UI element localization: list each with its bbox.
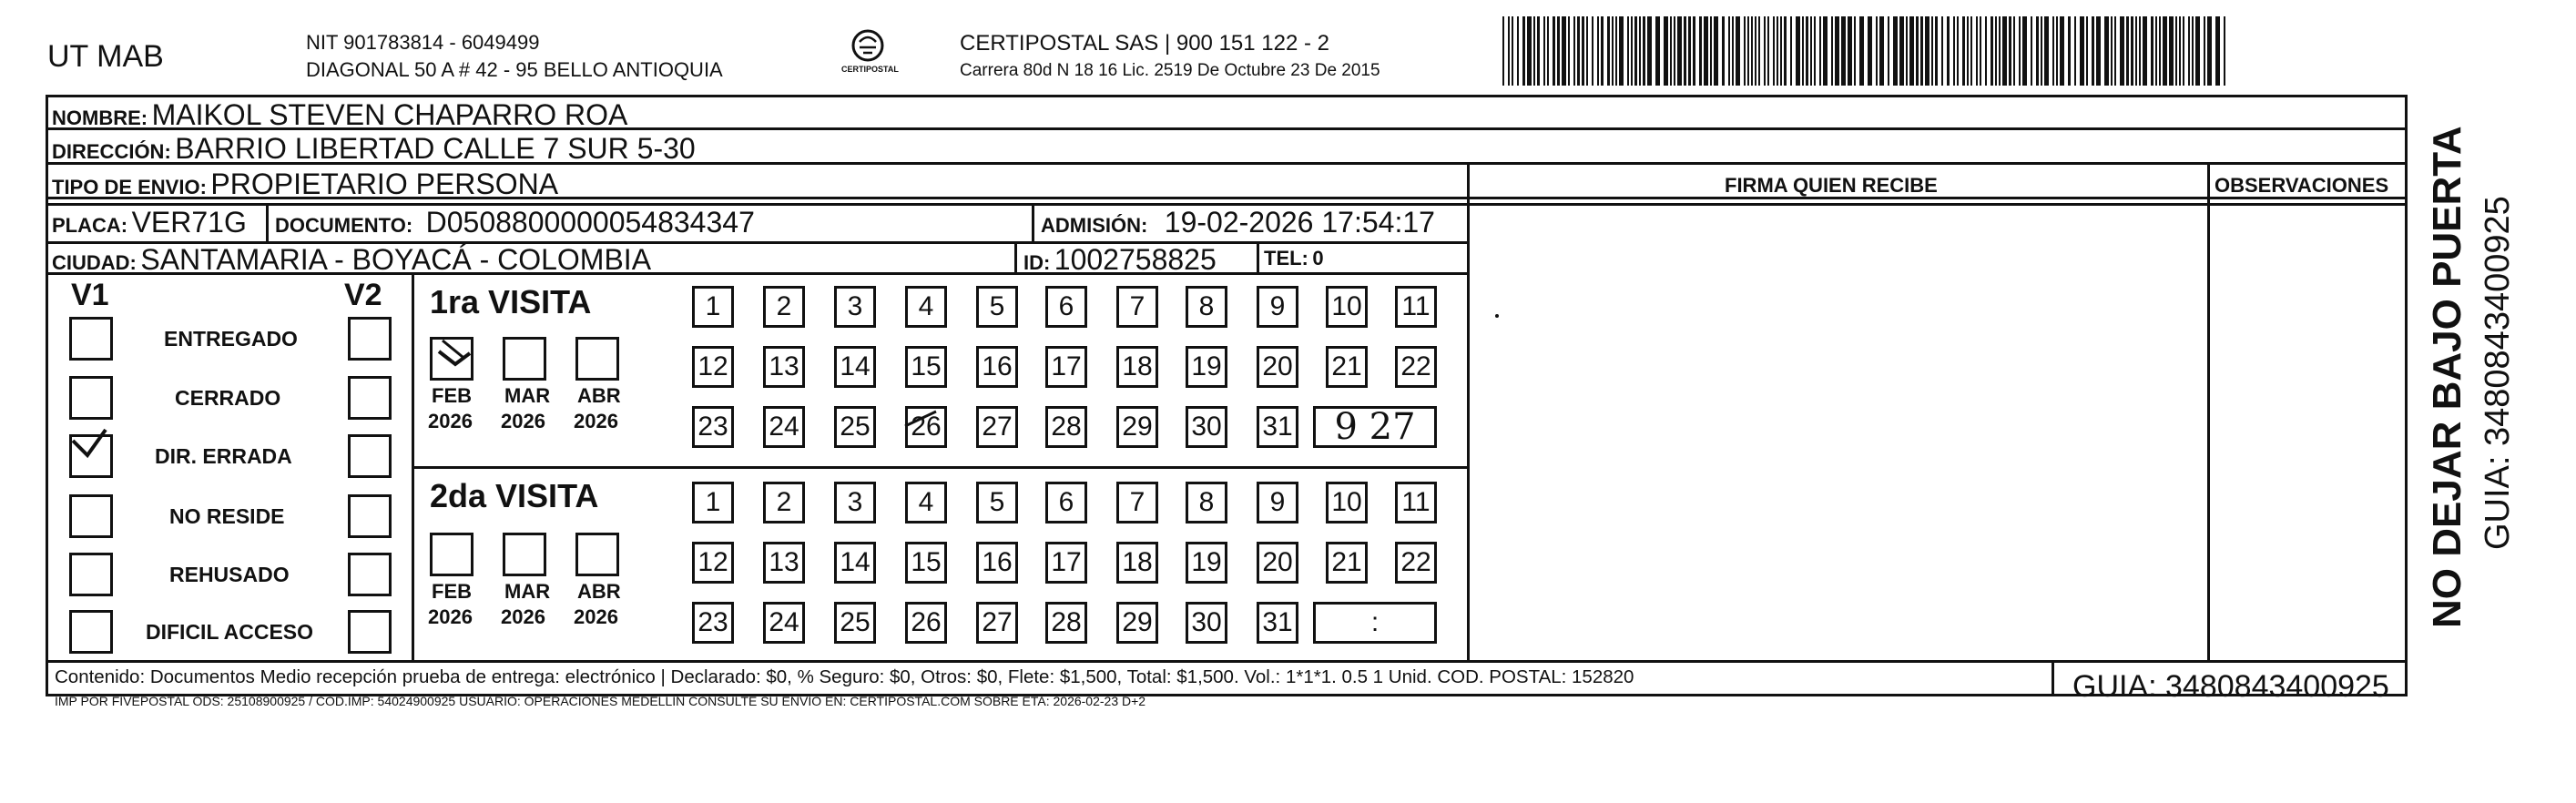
- v1-checkbox[interactable]: [69, 317, 113, 361]
- barcode-bar: [1906, 16, 1908, 86]
- day-box[interactable]: 13: [763, 346, 805, 388]
- tipo-envio-value: PROPIETARIO PERSONA: [210, 168, 559, 200]
- barcode-bar: [1920, 16, 1923, 86]
- day-box[interactable]: 8: [1186, 286, 1227, 328]
- day-box[interactable]: 25: [834, 602, 876, 644]
- day-box[interactable]: 13: [763, 542, 805, 584]
- barcode-bar: [1508, 16, 1510, 86]
- barcode-bar: [1674, 16, 1675, 86]
- v2-checkbox[interactable]: [348, 494, 392, 538]
- barcode-bar: [1612, 16, 1614, 86]
- day-box[interactable]: 14: [834, 542, 876, 584]
- status-option-label: REHUSADO: [169, 563, 290, 586]
- barcode-bar: [2192, 16, 2194, 86]
- day-box[interactable]: 11: [1395, 482, 1437, 523]
- barcode-bar: [1586, 16, 1588, 86]
- day-box[interactable]: 10: [1326, 286, 1368, 328]
- barcode-bar: [2052, 16, 2054, 86]
- barcode-bar: [2074, 16, 2076, 86]
- barcode-bar: [1916, 16, 1919, 86]
- barcode-bar: [2019, 16, 2021, 86]
- tel-row: [1264, 249, 1324, 269]
- barcode-bar: [2104, 16, 2109, 86]
- barcode-bar: [1931, 16, 1933, 86]
- visit2-title: 2da VISITA: [430, 477, 599, 514]
- placa-row: [52, 208, 247, 237]
- barcode-bar: [1985, 16, 1987, 86]
- month-checkbox[interactable]: [430, 337, 473, 381]
- year-label: 2026: [501, 605, 545, 628]
- status-option-label: ENTREGADO: [164, 327, 298, 351]
- barcode-bar: [1780, 16, 1782, 86]
- barcode-bar: [1751, 16, 1753, 86]
- barcode-bar: [1728, 16, 1730, 86]
- barcode-bar: [1868, 16, 1872, 86]
- day-box[interactable]: 25: [834, 406, 876, 448]
- footer-imp: IMP POR FIVEPOSTAL ODS: 25108900925 / COD.IMP: 54024900925 USUARIO: OPERACIONES MEDELLIN CONSULTE SU ENVIO EN: CERTIPOSTAL.COM SOBRE ETA: 2026-02-23 D+2: [55, 694, 1146, 708]
- day-box[interactable]: 2: [763, 286, 805, 328]
- day-box[interactable]: 23: [692, 602, 734, 644]
- ciudad-label: CIUDAD:: [52, 251, 137, 274]
- day-box[interactable]: 17: [1045, 542, 1087, 584]
- day-box[interactable]: 7: [1116, 482, 1158, 523]
- v2-label: V2: [344, 278, 382, 312]
- day-box[interactable]: 1: [692, 286, 734, 328]
- time-box[interactable]: :: [1313, 602, 1437, 644]
- barcode-bar: [1699, 16, 1702, 86]
- barcode-bar: [1767, 16, 1769, 86]
- time-box[interactable]: 9 27: [1313, 406, 1437, 448]
- documento-row: [275, 208, 755, 237]
- barcode-bar: [2086, 16, 2088, 86]
- barcode-bar: [1831, 16, 1833, 86]
- tipo-envio-label: TIPO DE ENVIO:: [52, 176, 207, 198]
- barcode-bar: [1999, 16, 2001, 86]
- day-box[interactable]: 18: [1116, 346, 1158, 388]
- barcode-bar: [2204, 16, 2205, 86]
- barcode-bar: [1634, 16, 1637, 86]
- day-box[interactable]: 15: [905, 346, 947, 388]
- direccion-label: DIRECCIÓN:: [52, 140, 171, 163]
- barcode-bar: [2111, 16, 2113, 86]
- v1-checkbox[interactable]: [69, 553, 113, 596]
- day-box[interactable]: 24: [763, 406, 805, 448]
- tel-value: 0: [1312, 247, 1324, 269]
- day-box[interactable]: 30: [1186, 406, 1227, 448]
- status-option-label: DIFICIL ACCESO: [146, 620, 314, 644]
- month-checkbox[interactable]: [575, 533, 619, 576]
- barcode-bar: [1814, 16, 1816, 86]
- month-label: MAR: [504, 384, 551, 407]
- barcode-bar: [1670, 16, 1672, 86]
- barcode-bar: [2002, 16, 2007, 86]
- barcode-bar: [1547, 16, 1549, 86]
- barcode-bar: [1573, 16, 1575, 86]
- day-box[interactable]: 29: [1116, 406, 1158, 448]
- barcode-bar: [2114, 16, 2116, 86]
- day-box[interactable]: 24: [763, 602, 805, 644]
- month-checkbox[interactable]: [430, 533, 473, 576]
- status-option-label: CERRADO: [175, 386, 281, 410]
- barcode-bar: [2120, 16, 2124, 86]
- barcode-bar: [1601, 16, 1604, 86]
- barcode-bar: [2131, 16, 2133, 86]
- barcode-bar: [1568, 16, 1570, 86]
- side-guia: GUIA: 3480843400925: [2479, 196, 2517, 550]
- barcode-bar: [1764, 16, 1766, 86]
- barcode-bar: [1823, 16, 1828, 86]
- barcode-bar: [2126, 16, 2129, 86]
- barcode-bar: [1893, 16, 1898, 86]
- barcode-bar: [1639, 16, 1641, 86]
- barcode-bar: [1796, 16, 1800, 86]
- day-box[interactable]: 22: [1395, 346, 1437, 388]
- barcode-bar: [1693, 16, 1695, 86]
- day-box[interactable]: 7: [1116, 286, 1158, 328]
- barcode-bar: [1841, 16, 1846, 86]
- day-box[interactable]: 4: [905, 286, 947, 328]
- v2-checkbox[interactable]: [348, 610, 392, 654]
- barcode-bar: [1710, 16, 1712, 86]
- status-option-label: DIR. ERRADA: [155, 444, 292, 468]
- barcode-bar: [1859, 16, 1864, 86]
- barcode-bar: [2060, 16, 2064, 86]
- year-label: 2026: [574, 410, 618, 432]
- barcode-bar: [2022, 16, 2027, 86]
- day-box[interactable]: 19: [1186, 542, 1227, 584]
- barcode-bar: [1970, 16, 1972, 86]
- day-box[interactable]: 28: [1045, 602, 1087, 644]
- barcode-bar: [1631, 16, 1633, 86]
- barcode-bar: [2096, 16, 2101, 86]
- barcode-bar: [1879, 16, 1884, 86]
- v1-checkbox[interactable]: [69, 376, 113, 420]
- day-box[interactable]: 30: [1186, 602, 1227, 644]
- barcode-bar: [1664, 16, 1668, 86]
- barcode-bar: [1876, 16, 1878, 86]
- month-checkbox[interactable]: [503, 337, 546, 381]
- barcode-bar: [2163, 16, 2167, 86]
- barcode-bar: [1582, 16, 1584, 86]
- v1-label: V1: [71, 278, 109, 312]
- barcode-bar: [1848, 16, 1852, 86]
- barcode-bar: [1732, 16, 1734, 86]
- day-box[interactable]: 2: [763, 482, 805, 523]
- status-option-label: NO RESIDE: [169, 504, 285, 528]
- documento-value: D0508800000054834347: [425, 206, 755, 239]
- barcode-bar: [1835, 16, 1839, 86]
- year-label: 2026: [501, 410, 545, 432]
- barcode-bar: [1704, 16, 1708, 86]
- day-box[interactable]: 9: [1257, 286, 1298, 328]
- visit1-title: 1ra VISITA: [430, 283, 592, 320]
- day-box[interactable]: 3: [834, 482, 876, 523]
- v2-checkbox[interactable]: [348, 317, 392, 361]
- month-label: ABR: [577, 580, 621, 603]
- barcode-bar: [1991, 16, 1993, 86]
- v1-checkbox[interactable]: [69, 610, 113, 654]
- barcode-bar: [1790, 16, 1792, 86]
- barcode-bar: [1655, 16, 1660, 86]
- day-box[interactable]: 20: [1257, 542, 1298, 584]
- day-box[interactable]: 11: [1395, 286, 1437, 328]
- barcode-bar: [1925, 16, 1929, 86]
- v1-checkbox[interactable]: [69, 434, 113, 478]
- barcode-bar: [1537, 16, 1540, 86]
- placa-value: VER71G: [131, 206, 247, 239]
- v2-checkbox[interactable]: [348, 434, 392, 478]
- barcode-bar: [1577, 16, 1580, 86]
- barcode-bar: [1953, 16, 1955, 86]
- admision-row: [1041, 208, 1435, 237]
- barcode-bar: [1619, 16, 1624, 86]
- year-label: 2026: [428, 605, 473, 628]
- direccion-row: [52, 134, 696, 163]
- barcode-bar: [1543, 16, 1545, 86]
- month-label: MAR: [504, 580, 551, 603]
- day-box[interactable]: 1: [692, 482, 734, 523]
- day-box[interactable]: 21: [1326, 542, 1368, 584]
- day-box[interactable]: 22: [1395, 542, 1437, 584]
- barcode-bar: [1688, 16, 1691, 86]
- day-box[interactable]: 27: [976, 602, 1018, 644]
- ciudad-value: SANTAMARIA - BOYACÁ - COLOMBIA: [140, 243, 652, 276]
- barcode-bar: [1553, 16, 1555, 86]
- barcode-bar: [2092, 16, 2094, 86]
- barcode-bar: [2031, 16, 2032, 86]
- barcode-bar: [2175, 16, 2177, 86]
- barcode-bar: [1777, 16, 1778, 86]
- day-box[interactable]: 26: [905, 602, 947, 644]
- barcode-bar: [1941, 16, 1943, 86]
- barcode-bar: [1909, 16, 1914, 86]
- day-box[interactable]: 4: [905, 482, 947, 523]
- barcode-bar: [1557, 16, 1560, 86]
- barcode-bar: [1976, 16, 1978, 86]
- barcode-bar: [1802, 16, 1804, 86]
- client-name: UT MAB: [47, 39, 164, 74]
- barcode-bar: [1512, 16, 1513, 86]
- barcode-bar: [2068, 16, 2071, 86]
- barcode-bar: [1647, 16, 1652, 86]
- day-box[interactable]: 16: [976, 542, 1018, 584]
- day-box[interactable]: 31: [1257, 406, 1298, 448]
- barcode-bar: [1502, 16, 1504, 86]
- barcode-bar: [1736, 16, 1740, 86]
- day-box[interactable]: 10: [1326, 482, 1368, 523]
- nombre-value: MAIKOL STEVEN CHAPARRO ROA: [151, 98, 628, 131]
- id-label: ID:: [1023, 251, 1051, 274]
- barcode-bar: [1597, 16, 1599, 86]
- day-box[interactable]: 16: [976, 346, 1018, 388]
- day-box[interactable]: 3: [834, 286, 876, 328]
- barcode-bar: [1962, 16, 1965, 86]
- barcode-bar: [2139, 16, 2141, 86]
- placa-label: PLACA:: [52, 214, 128, 237]
- observaciones-area[interactable]: [2210, 206, 2405, 660]
- logo-caption: CERTIPOSTAL: [841, 65, 899, 74]
- day-box[interactable]: 28: [1045, 406, 1087, 448]
- barcode-bar: [2080, 16, 2084, 86]
- month-label: ABR: [577, 384, 621, 407]
- client-nit: NIT 901783814 - 6049499: [306, 31, 540, 54]
- barcode-bar: [1517, 16, 1519, 86]
- barcode-bar: [1615, 16, 1617, 86]
- footer-contenido: Contenido: Documentos Medio recepción prueba de entrega: electrónico | Declarado: $0, % Seguro: $0, Otros: $0, Flete: $1,500, Total: $1,500. Vol.: 1*1*1. 0.5 1 Unid. COD. POSTAL: 152820: [55, 666, 1634, 687]
- barcode-bar: [1810, 16, 1812, 86]
- v2-checkbox[interactable]: [348, 553, 392, 596]
- barcode-bar: [2013, 16, 2015, 86]
- barcode-bar: [2044, 16, 2049, 86]
- year-label: 2026: [574, 605, 618, 628]
- observaciones-label: OBSERVACIONES: [2215, 174, 2389, 197]
- v1-checkbox[interactable]: [69, 494, 113, 538]
- barcode-bar: [2036, 16, 2039, 86]
- day-box[interactable]: 8: [1186, 482, 1227, 523]
- day-box[interactable]: 21: [1326, 346, 1368, 388]
- day-box[interactable]: 23: [692, 406, 734, 448]
- firma-area[interactable]: [1470, 206, 2207, 660]
- day-box[interactable]: 6: [1045, 482, 1087, 523]
- month-checkbox[interactable]: [575, 337, 619, 381]
- footer-guia: GUIA: 3480843400925: [2072, 669, 2389, 704]
- barcode: [1502, 16, 2231, 86]
- barcode-bar: [2224, 16, 2225, 86]
- barcode-bar: [1773, 16, 1775, 86]
- barcode-bar: [1947, 16, 1950, 86]
- barcode-bar: [1755, 16, 1756, 86]
- ciudad-row: [52, 245, 651, 274]
- barcode-bar: [1747, 16, 1749, 86]
- barcode-bar: [2215, 16, 2220, 86]
- barcode-bar: [1684, 16, 1686, 86]
- barcode-bar: [1592, 16, 1593, 86]
- barcode-bar: [1533, 16, 1535, 86]
- day-box[interactable]: 14: [834, 346, 876, 388]
- barcode-bar: [1819, 16, 1821, 86]
- client-address: DIAGONAL 50 A # 42 - 95 BELLO ANTIOQUIA: [306, 58, 723, 81]
- barcode-bar: [2155, 16, 2157, 86]
- barcode-bar: [2179, 16, 2181, 86]
- barcode-bar: [1854, 16, 1856, 86]
- day-box[interactable]: 12: [692, 346, 734, 388]
- day-box[interactable]: 20: [1257, 346, 1298, 388]
- barcode-bar: [1527, 16, 1532, 86]
- certipostal-logo-icon: [836, 27, 900, 82]
- day-box[interactable]: 27: [976, 406, 1018, 448]
- barcode-bar: [1888, 16, 1889, 86]
- stray-dot: [1495, 314, 1499, 318]
- barcode-bar: [2135, 16, 2137, 86]
- barcode-bar: [1995, 16, 1997, 86]
- barcode-bar: [1758, 16, 1760, 86]
- barcode-bar: [2159, 16, 2161, 86]
- barcode-bar: [1714, 16, 1718, 86]
- id-value: 1002758825: [1054, 243, 1217, 276]
- barcode-bar: [2151, 16, 2153, 86]
- firma-label: FIRMA QUIEN RECIBE: [1725, 174, 1938, 197]
- nombre-row: [52, 100, 627, 129]
- barcode-bar: [1935, 16, 1938, 86]
- nombre-label: NOMBRE:: [52, 107, 148, 129]
- barcode-bar: [1643, 16, 1645, 86]
- barcode-bar: [1784, 16, 1787, 86]
- direccion-value: BARRIO LIBERTAD CALLE 7 SUR 5-30: [175, 132, 696, 165]
- month-label: FEB: [432, 580, 472, 603]
- day-box[interactable]: 17: [1045, 346, 1087, 388]
- barcode-bar: [2056, 16, 2058, 86]
- tipo-envio-row: [52, 169, 558, 198]
- day-box[interactable]: 6: [1045, 286, 1087, 328]
- company-name: CERTIPOSTAL SAS | 900 151 122 - 2: [960, 31, 1329, 56]
- documento-label: DOCUMENTO:: [275, 214, 413, 237]
- barcode-bar: [2207, 16, 2212, 86]
- barcode-bar: [1677, 16, 1682, 86]
- barcode-bar: [2143, 16, 2147, 86]
- day-box[interactable]: 5: [976, 286, 1018, 328]
- barcode-bar: [1967, 16, 1969, 86]
- day-box[interactable]: 12: [692, 542, 734, 584]
- barcode-bar: [1980, 16, 1981, 86]
- day-box[interactable]: 29: [1116, 602, 1158, 644]
- barcode-bar: [2041, 16, 2042, 86]
- day-box[interactable]: 15: [905, 542, 947, 584]
- barcode-bar: [2169, 16, 2174, 86]
- barcode-bar: [1562, 16, 1566, 86]
- barcode-bar: [1899, 16, 1904, 86]
- v2-checkbox[interactable]: [348, 376, 392, 420]
- day-box[interactable]: 18: [1116, 542, 1158, 584]
- barcode-bar: [2188, 16, 2190, 86]
- side-warning: NO DEJAR BAJO PUERTA: [2425, 126, 2469, 628]
- year-label: 2026: [428, 410, 473, 432]
- barcode-bar: [2009, 16, 2011, 86]
- barcode-bar: [1722, 16, 1725, 86]
- day-box[interactable]: 31: [1257, 602, 1298, 644]
- barcode-bar: [1957, 16, 1959, 86]
- barcode-bar: [1522, 16, 1525, 86]
- barcode-bar: [1744, 16, 1746, 86]
- day-box[interactable]: 9: [1257, 482, 1298, 523]
- id-row: [1023, 245, 1217, 274]
- barcode-bar: [2183, 16, 2184, 86]
- admision-value: 19-02-2026 17:54:17: [1164, 206, 1435, 239]
- day-box[interactable]: 5: [976, 482, 1018, 523]
- admision-label: ADMISIÓN:: [1041, 214, 1148, 237]
- barcode-bar: [1607, 16, 1610, 86]
- company-address: Carrera 80d N 18 16 Lic. 2519 De Octubre 23 De 2015: [960, 61, 1380, 80]
- day-box[interactable]: 19: [1186, 346, 1227, 388]
- month-label: FEB: [432, 384, 472, 407]
- tel-label: TEL:: [1264, 247, 1308, 269]
- barcode-bar: [2195, 16, 2200, 86]
- barcode-bar: [1627, 16, 1629, 86]
- day-box[interactable]: 26: [905, 406, 947, 448]
- month-checkbox[interactable]: [503, 533, 546, 576]
- barcode-bar: [1806, 16, 1808, 86]
